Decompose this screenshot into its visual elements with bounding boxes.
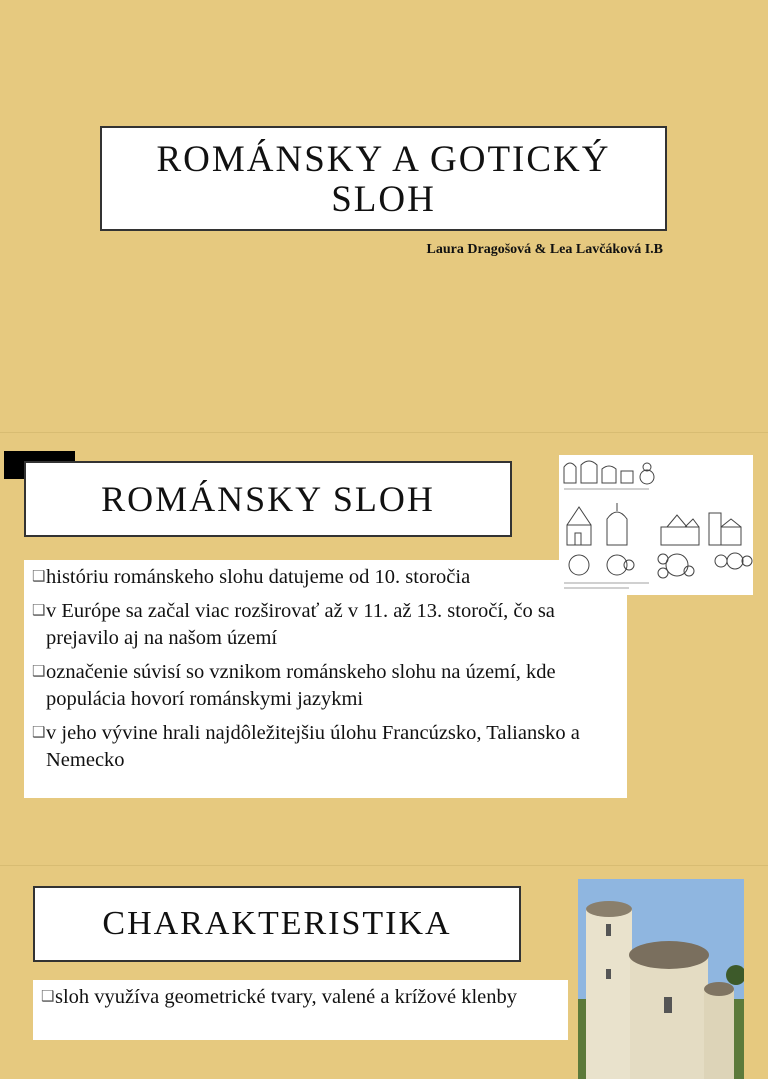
bullet-list bbox=[33, 980, 568, 1040]
square-bullet-icon: ❑ bbox=[41, 989, 55, 1005]
bullet-item: ❑ sloh využíva geometrické tvary, valené a krížové klenby bbox=[41, 984, 560, 1011]
presentation-title: ROMÁNSKY A GOTICKÝ SLOH bbox=[100, 126, 667, 231]
bullet-item: ❑ históriu románskeho slohu datujeme od 10. storočia bbox=[32, 564, 619, 591]
bullet-item: ❑ označenie súvisí so vznikom románskeho slohu na území, kde populácia hovorí románskymi jazykmi bbox=[32, 659, 619, 713]
square-bullet-icon: ❑ bbox=[32, 725, 46, 741]
bullet-list bbox=[24, 560, 627, 798]
rotunda-photo bbox=[578, 879, 744, 1079]
bullet-item: ❑ v Európe sa začal viac rozširovať až v 11. až 13. storočí, čo sa prejavilo aj na našom území bbox=[32, 598, 619, 652]
rotunda-diagram-image bbox=[559, 455, 753, 595]
charakteristika-slide bbox=[0, 866, 768, 1066]
title-slide bbox=[0, 0, 768, 432]
romansky-sloh-slide bbox=[0, 433, 768, 865]
square-bullet-icon: ❑ bbox=[32, 603, 46, 619]
bullet-item: ❑ v jeho vývine hrali najdôležitejšiu úlohu Francúzsko, Taliansko a Nemecko bbox=[32, 720, 619, 774]
slide-title: CHARAKTERISTIKA bbox=[33, 886, 521, 962]
author-line: Laura Dragošová & Lea Lavčáková I.B bbox=[426, 242, 663, 257]
slide-title: ROMÁNSKY SLOH bbox=[24, 461, 512, 537]
square-bullet-icon: ❑ bbox=[32, 569, 46, 585]
square-bullet-icon: ❑ bbox=[32, 664, 46, 680]
